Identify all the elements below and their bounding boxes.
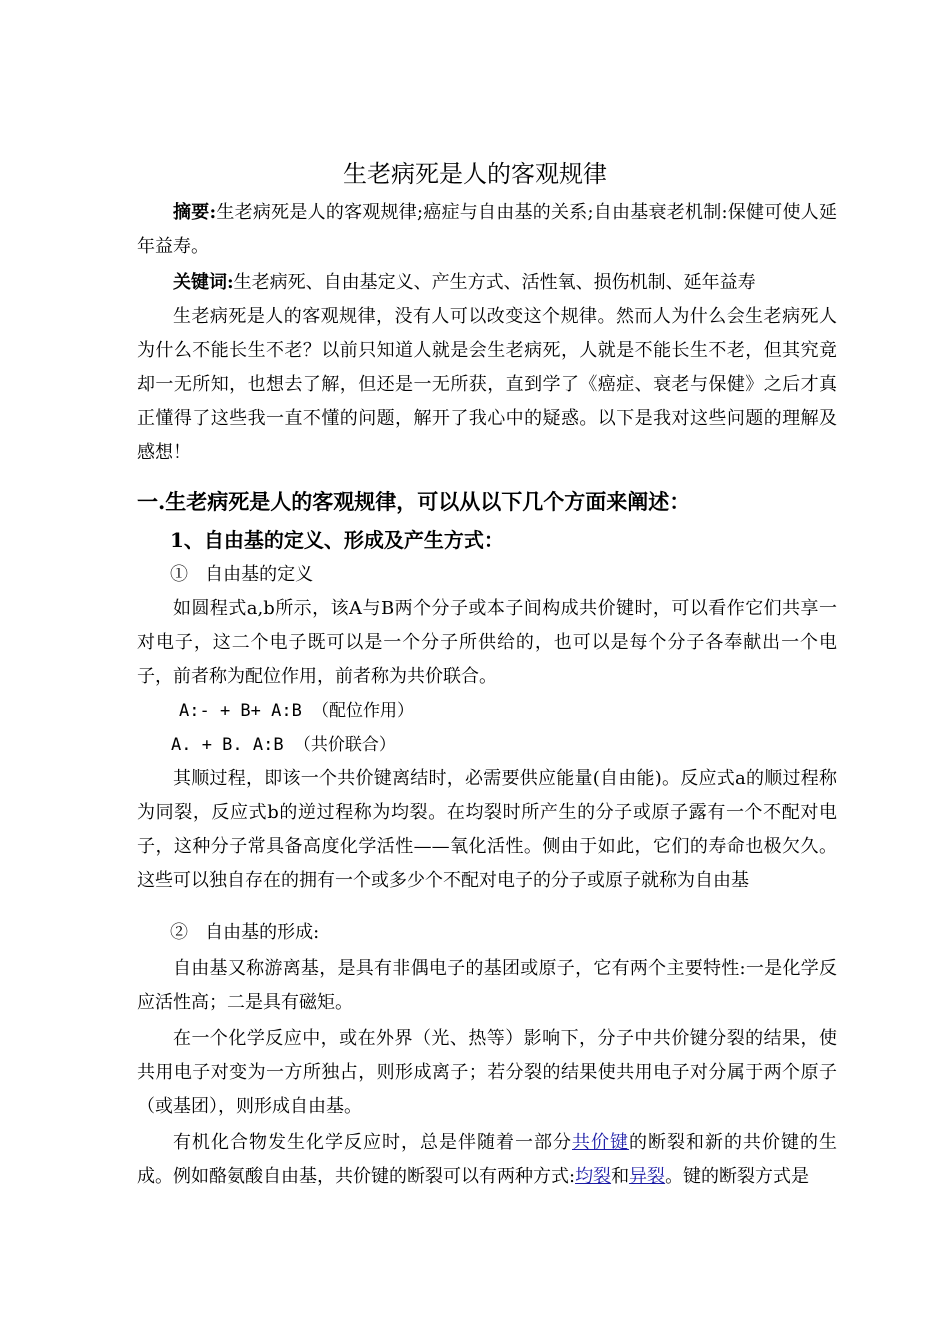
covalent-bond-link[interactable]: 共价键 <box>572 1132 629 1153</box>
item-2-body <box>137 952 837 1194</box>
formation-text-4: 。键的断裂方式是 <box>665 1166 810 1187</box>
formation-paragraph-3 <box>137 1126 837 1194</box>
formation-text-2: 的断裂和新的共价键的生成。例如酪氨酸自由基，共价键的断裂可以有两种方式: <box>137 1132 837 1187</box>
formation-text-3: 和 <box>611 1166 630 1187</box>
document-title: 生老病死是人的客观规律 <box>343 160 607 188</box>
keywords-section <box>137 266 837 300</box>
keywords-paragraph <box>137 266 837 300</box>
keywords-label: 关键词: <box>173 272 234 293</box>
item-1-heading-wrap <box>170 558 870 592</box>
formula-coordination: A:- + B+ A:B （配位作用） <box>179 701 415 721</box>
intro-section <box>137 300 837 470</box>
item-1-body <box>137 592 837 898</box>
section-1-heading-wrap <box>137 484 837 520</box>
intro-paragraph: 生老病死是人的客观规律，没有人可以改变这个规律。然而人为什么会生老病死人为什么不能长生不老？以前只知道人就是会生老病死，人就是不能长生不老，但其究竟却一无所知，也想去了解，但还是一无所获，直到学了《癌症、衰老与保健》之后才真正懂得了这些我一直不懂的问题，解开了我心中的疑惑。以下是我对这些问题的理解及感想！ <box>137 306 837 463</box>
heterolysis-link[interactable]: 异裂 <box>629 1166 666 1187</box>
abstract-text: 生老病死是人的客观规律;癌症与自由基的关系;自由基衰老机制:保健可使人延年益寿。 <box>137 202 837 257</box>
formation-paragraph-2: 在一个化学反应中，或在外界（光、热等）影响下，分子中共价键分裂的结果，使共用电子对变为一方所独占，则形成离子；若分裂的结果使共用电子对分属于两个原子（或基团），则形成自由基。 <box>137 1028 837 1117</box>
item-2-heading: ② 自由基的形成: <box>170 922 320 943</box>
reverse-process-paragraph: 其顺过程，即该一个共价键离结时，必需要供应能量(自由能)。反应式a的顺过程称为同裂，反应式b的逆过程称为均裂。在均裂时所产生的分子或原子露有一个不配对电子，这种分子常具备高度化学活性——氧化活性。侧由于如此，它们的寿命也极欠久。这些可以独自存在的拥有一个或多少个不配对电子的分子或原子就称为自由基 <box>137 768 837 891</box>
formation-text-1: 有机化合物发生化学反应时，总是伴随着一部分 <box>173 1132 572 1153</box>
abstract-section <box>137 196 837 264</box>
definition-paragraph: 如圆程式a,b所示，该A与B两个分子或本子间构成共价键时，可以看作它们共享一对电子，这二个电子既可以是一个分子所供给的，也可以是每个分子各奉献出一个电子，前者称为配位作用，前者称为共价联合。 <box>137 598 837 687</box>
formation-paragraph-1: 自由基又称游离基，是具有非偶电子的基团或原子，它有两个主要特性:一是化学反应活性高；二是具有磁矩。 <box>137 958 837 1013</box>
formula-covalent: A. + B. A:B （共价联合） <box>171 735 396 755</box>
keywords-text: 生老病死、自由基定义、产生方式、活性氧、损伤机制、延年益寿 <box>233 272 756 293</box>
homolysis-link[interactable]: 均裂 <box>575 1166 612 1187</box>
section-1-heading: 一.生老病死是人的客观规律，可以从以下几个方面来阐述： <box>137 489 691 514</box>
subsection-1-heading-wrap <box>170 522 870 558</box>
subsection-1-heading: 1、自由基的定义、形成及产生方式： <box>170 528 504 552</box>
item-1-heading: ① 自由基的定义 <box>170 564 314 585</box>
abstract-paragraph <box>137 196 837 264</box>
abstract-label: 摘要: <box>173 202 217 223</box>
item-2-heading-wrap <box>170 916 870 950</box>
